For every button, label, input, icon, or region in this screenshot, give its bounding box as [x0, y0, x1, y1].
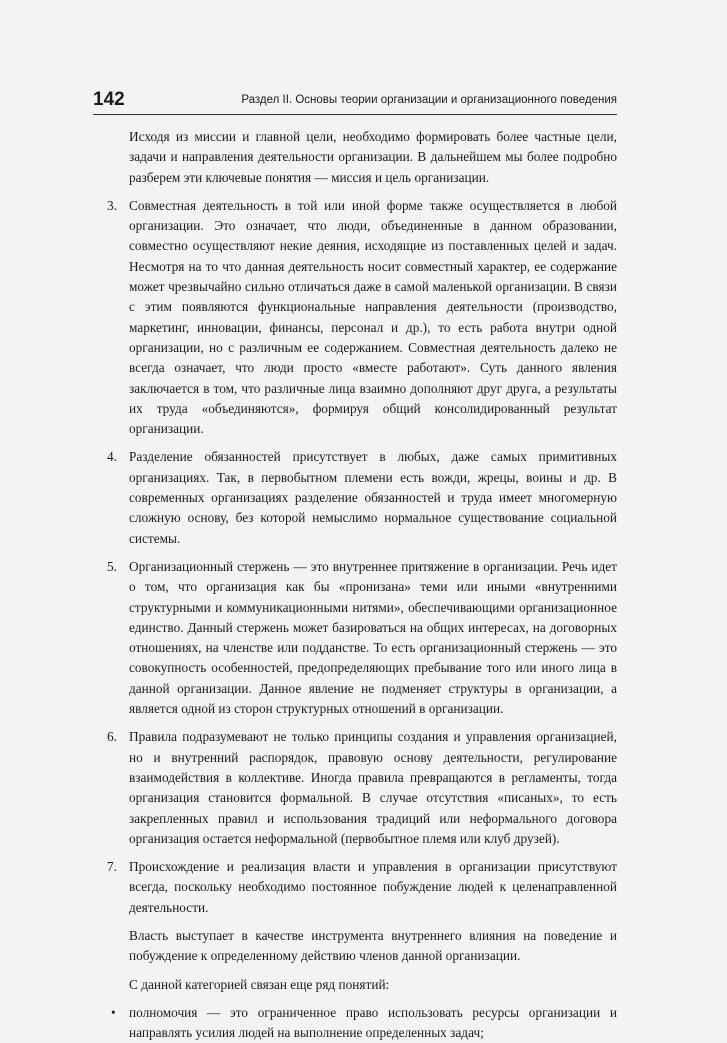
list-item-3	[107, 196, 617, 440]
bullet-icon: •	[111, 1004, 116, 1020]
intro-paragraph: Исходя из миссии и главной цели, необходимо формировать более частные цели, задачи и направления деятельности организации. В дальнейшем мы более подробно разберем эти ключевые понятия — миссия и цель организации.	[129, 129, 617, 185]
item-text: Правила подразумевают не только принципы создания и управления организацией, но и внутренний распорядок, правовую основу деятельности, регулирование взаимодействия в коллективе. Иногда правила превращаются в регламенты, тогда организация становится формальной. В случае отсутствия «писаных», то есть закрепленных правил и использования традиций или неформального договора организация остается неформальной (первобытное племя или клуб друзей).	[129, 729, 617, 846]
bullet-text: полномочия — это ограниченное право использовать ресурсы организации и направлять усилия людей на выполнение определенных задач;	[129, 1004, 617, 1041]
item-number: 7.	[107, 859, 117, 875]
page-header	[93, 88, 617, 114]
list-item-6	[107, 727, 617, 849]
list-item-5	[107, 557, 617, 719]
concepts-paragraph: С данной категорией связан еще ряд понятий:	[129, 976, 390, 992]
item-text: Совместная деятельность в той или иной форме также осуществляется в любой организации. Это означает, что люди, объединенные в данном образовании, совместно осуществляют некие деяния, исходящие из поставленных целей и задач. Несмотря на то что данная деятельность носит совместный характер, ее содержание может чрезвычайно сильно отличаться даже в самой маленькой организации. В связи с этим появляются функциональные направления деятельности (производство, маркетинг, инновации, финансы, персонал и др.), то есть работа внутри одной организации, но с различным ее содержанием. Совместная деятельность далеко не всегда означает, что люди просто «вместе работают». Суть данного явления заключается в том, что различные лица взаимно дополняют друг друга, а результаты их труда «объединяются», формируя общий консолидированный результат организации.	[129, 197, 617, 437]
item-text: Разделение обязанностей присутствует в любых, даже самых примитивных организациях. Так, в первобытном племени есть вожди, жрецы, воины и др. В современных организациях разделение обязанностей и труда имеет многомерную сложную основу, без которой немыслимо нормальное существование социальной системы.	[129, 449, 617, 546]
item-text: Организационный стержень — это внутреннее притяжение в организации. Речь идет о том, что организация как бы «пронизана» теми или иными «внутренними структурными и коммуникационными нитями», обеспечивающими организационное единство. Данный стержень может базироваться на общих интересах, на договорных отношениях, на членстве или подданстве. То есть организационный стержень — это совокупность особенностей, предопределяющих пребывание того или иного лица в данной организации. Данное явление не подменяет структуры в организации, а является одной из сторон структурных отношений в организации.	[129, 558, 617, 717]
power-paragraph: Власть выступает в качестве инструмента внутреннего влияния на поведение и побуждение к определенному действию членов данной организации.	[129, 927, 617, 964]
item-number: 6.	[107, 729, 117, 745]
list-item-4	[107, 447, 617, 548]
page-body	[107, 127, 617, 1043]
header-rule	[93, 114, 617, 115]
running-head: Раздел II. Основы теории организации и организационного поведения	[241, 94, 617, 106]
list-item-7	[107, 857, 617, 918]
bullet-item	[107, 1003, 617, 1043]
item-number: 4.	[107, 449, 117, 465]
page-number: 142	[93, 89, 125, 110]
item-number: 5.	[107, 558, 117, 574]
item-number: 3.	[107, 197, 117, 213]
item-text: Происхождение и реализация власти и управления в организации присутствуют всегда, поскольку необходимо постоянное побуждение людей к целенаправленной деятельности.	[129, 859, 617, 915]
